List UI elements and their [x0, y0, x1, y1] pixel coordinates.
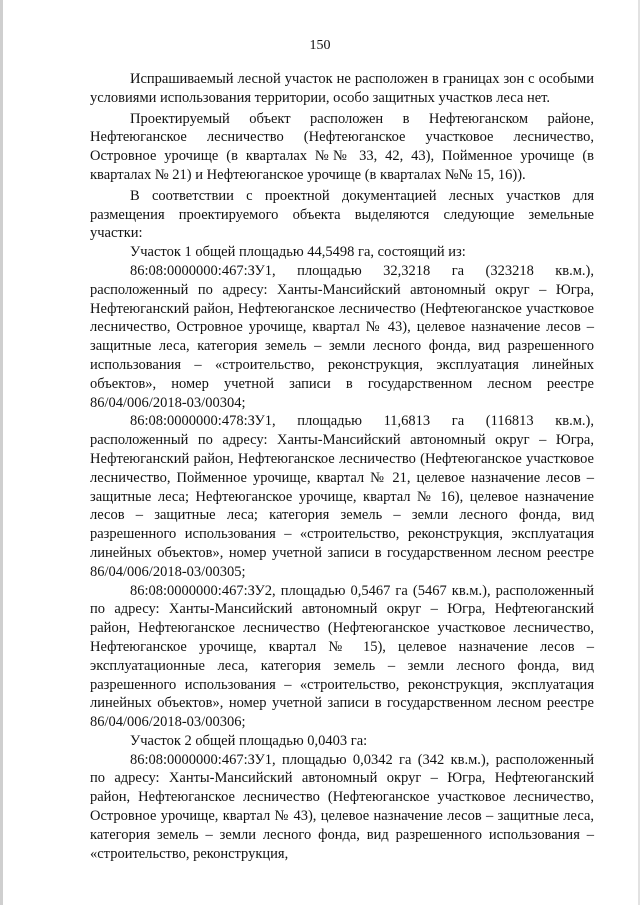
page-number: 150: [309, 38, 331, 53]
paragraph-plot-1-zu2: 86:08:0000000:467:ЗУ2, площадью 0,5467 га (5467 кв.м.), расположенный по адресу: Ханты-Мансийский автономный округ – Югра, Нефтеюганский район, Нефтеюганское лесничество (Нефтеюганское участковое лесничество, Нефтеюганское урочище, квартал № 15), целевое назначение лесов – эксплуатационные леса, категория земель – земли лесного фонда, вид разрешенного использования – «строительство, реконструкция, эксплуатация линейных объектов», номер учетной записи в государственном лесном реестре 86/04/006/2018-03/00306;: [90, 582, 594, 731]
document-body: [90, 70, 594, 863]
paragraph-plot-2-zu1: 86:08:0000000:467:ЗУ1, площадью 0,0342 га (342 кв.м.), расположенный по адресу: Ханты-Мансийский автономный округ – Югра, Нефтеюганский район, Нефтеюганское лесничество (Нефтеюганское участковое лесничество, Островное урочище, квартал № 43), целевое назначение лесов – защитные леса, категория земель – земли лесного фонда, вид разрешенного использования – «строительство, реконструкция,: [90, 751, 594, 862]
paragraph-plot-1-zu1: 86:08:0000000:467:ЗУ1, площадью 32,3218 га (323218 кв.м.), расположенный по адресу: Ханты-Мансийский автономный округ – Югра, Нефтеюганский район, Нефтеюганское лесничество (Нефтеюганское участковое лесничество, Островное урочище, квартал № 43), целевое назначение лесов – защитные леса, категория земель – земли лесного фонда, вид разрешенного использования – «строительство, реконструкция, эксплуатация линейных объектов», номер учетной записи в государственном лесном реестре 86/04/006/2018-03/00304;: [90, 262, 594, 411]
paragraph-plot-1-zu1-478: 86:08:0000000:478:ЗУ1, площадью 11,6813 га (116813 кв.м.), расположенный по адресу: Ханты-Мансийский автономный округ – Югра, Нефтеюганский район, Нефтеюганское лесничество (Нефтеюганское участковое лесничество, Пойменное урочище, квартал № 21, целевое назначение лесов – защитные леса; Нефтеюганское урочище, квартал № 16), целевое назначение лесов – защитные леса; категория земель – земли лесного фонда, вид разрешенного использования – «строительство, реконструкция, эксплуатация линейных объектов», номер учетной записи в государственном лесном реестре 86/04/006/2018-03/00305;: [90, 413, 594, 580]
paragraph-plot-2-heading: Участок 2 общей площадью 0,0403 га:: [130, 732, 368, 749]
scan-edge-left: [0, 0, 3, 905]
paragraph-plots-intro: В соответствии с проектной документацией лесных участков для размещения проектируемого объекта выделяются следующие земельные участки:: [90, 187, 594, 242]
paragraph-plot-1-heading: Участок 1 общей площадью 44,5498 га, состоящий из:: [130, 244, 466, 261]
paragraph-zones: Испрашиваемый лесной участок не расположен в границах зон с особыми условиями использования территории, особо защитных участков леса нет.: [90, 71, 594, 106]
paragraph-location: Проектируемый объект расположен в Нефтеюганском районе, Нефтеюганское лесничество (Нефтеюганское участковое лесничество, Островное урочище (в кварталах №№ 33, 42, 43), Пойменное урочище (в кварталах № 21) и Нефтеюганское урочище (в кварталах №№ 15, 16)).: [90, 110, 594, 183]
